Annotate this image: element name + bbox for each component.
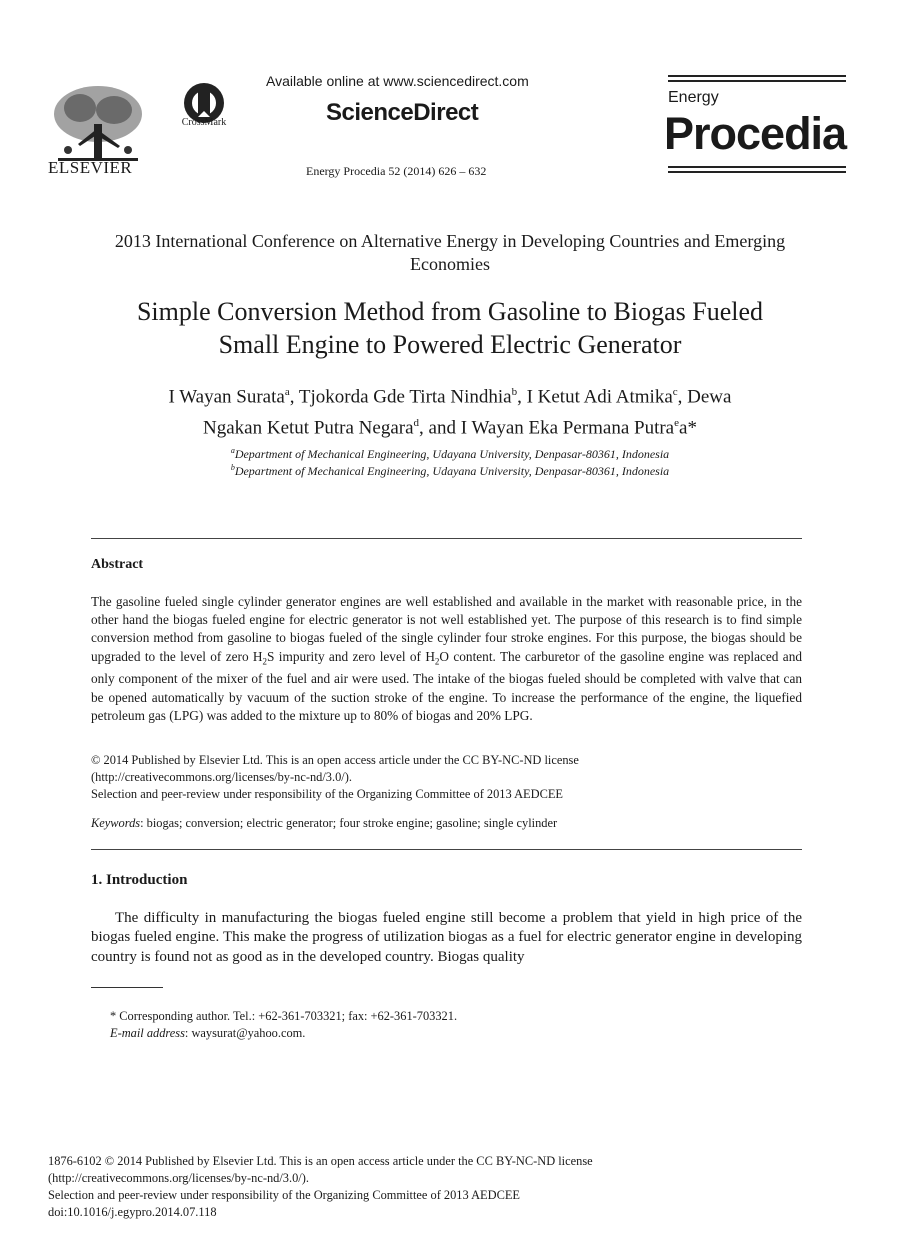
- journal-name-energy: Energy: [668, 89, 719, 106]
- abstract-text-part: The gasoline fueled single cylinder generator engines are well established and available in the market with reasonable price, in the other hand the biogas fueled engine for electric generator is not well established yet. The purpose of this research is to find simple conversion method from gasoline to biogas fueled of the single cylinder four stroke engines. For this purpose, the biogas should be upgraded to the level of zero H: [91, 594, 802, 664]
- sciencedirect-brand: ScienceDirect: [326, 99, 479, 126]
- author-separator: a*: [679, 417, 697, 439]
- journal-rule-top-2: [668, 80, 846, 82]
- peer-review-line: Selection and peer-review under responsibility of the Organizing Committee of 2013 AEDCEE: [91, 787, 563, 801]
- affil-text: Department of Mechanical Engineering, Udayana University, Denpasar-80361, Indonesia: [234, 464, 670, 478]
- affiliation-a: [90, 446, 810, 462]
- corresponding-author-note: * Corresponding author. Tel.: +62-361-703321; fax: +62-361-703321.: [110, 1009, 458, 1023]
- keywords-text: : biogas; conversion; electric generator; four stroke engine; gasoline; single cylinder: [140, 816, 558, 830]
- issn-license-line: 1876-6102 © 2014 Published by Elsevier Ltd. This is an open access article under the CC BY-NC-ND license: [48, 1154, 593, 1168]
- publisher-logo-wordmark: ELSEVIER: [48, 158, 133, 177]
- crossmark-label: CrossMark: [181, 117, 227, 128]
- author-separator: ,: [517, 386, 527, 408]
- email-label: E-mail address: [110, 1026, 185, 1040]
- journal-citation: Energy Procedia 52 (2014) 626 – 632: [306, 164, 487, 178]
- journal-rule-bottom-2: [668, 171, 846, 173]
- author-affil-mark: c: [672, 386, 678, 398]
- affiliation-b: [90, 463, 810, 479]
- keywords-label: Keywords: [91, 816, 141, 830]
- abstract-text-part: S impurity and zero level of H: [267, 648, 435, 664]
- affil-text: Department of Mechanical Engineering, Udayana University, Denpasar-80361, Indonesia: [234, 447, 670, 461]
- abstract-body: [91, 593, 802, 725]
- author-affil-mark: e: [674, 417, 680, 430]
- abstract-rule-top: [91, 538, 802, 539]
- license-line: © 2014 Published by Elsevier Ltd. This is an open access article under the CC BY-NC-ND license: [91, 753, 579, 767]
- article-title: [70, 295, 830, 361]
- license-link[interactable]: (http://creativecommons.org/licenses/by-nc-nd/3.0/).: [91, 770, 352, 784]
- doi-line[interactable]: doi:10.1016/j.egypro.2014.07.118: [48, 1205, 217, 1219]
- email-note: [110, 1026, 305, 1041]
- title-line-2: Small Engine to Powered Electric Generator: [218, 330, 682, 359]
- license-block: [91, 752, 802, 803]
- author-name: I Wayan Eka Permana Putra: [460, 417, 675, 439]
- introduction-body: The difficulty in manufacturing the biogas fueled engine still become a problem that yield in high price of the biogas fueled engine. This make the progress of utilization biogas as a fuel for electric generator engine in developing country is found not as good as in the developed country. Biogas quality: [91, 910, 802, 965]
- author-affil-mark: d: [413, 417, 420, 430]
- affil-mark: a: [230, 446, 235, 455]
- footnote-rule: [91, 987, 163, 988]
- author-name: Ngakan Ketut Putra Negara: [203, 417, 414, 439]
- journal-rule-bottom: [668, 166, 846, 168]
- author-separator: , and: [419, 417, 461, 439]
- conference-name: 2013 International Conference on Alternative Energy in Developing Countries and Emerging Economies: [114, 231, 786, 274]
- introduction-heading: 1. Introduction: [91, 872, 188, 888]
- subscript: 2: [262, 656, 268, 667]
- bottom-license-link[interactable]: (http://creativecommons.org/licenses/by-nc-nd/3.0/).: [48, 1171, 309, 1185]
- author-list: [80, 379, 820, 442]
- author-separator: ,: [289, 386, 299, 408]
- keywords: [91, 816, 557, 831]
- title-line-1: Simple Conversion Method from Gasoline to Biogas Fueled: [136, 297, 764, 326]
- abstract-heading: Abstract: [91, 557, 144, 572]
- available-online-text[interactable]: Available online at www.sciencedirect.com: [266, 73, 529, 89]
- author-name: I Ketut Adi Atmika: [526, 386, 673, 408]
- abstract-text-part: O content. The carburetor of the gasoline engine was replaced and only component of the mixer of the fuel and air were used. The intake of the biogas fueled should be completed with valve that can be opened automatically by vacuum of the suction stroke of the engine. To increase the performance of the engine, the liquefied petroleum gas (LPG) was added to the mixture up to 80% of biogas and 20% LPG.: [91, 648, 802, 723]
- author-affil-mark: a: [284, 386, 290, 398]
- subscript: 2: [434, 656, 440, 667]
- author-separator: , Dewa: [677, 386, 732, 408]
- author-name: Tjokorda Gde Tirta Nindhia: [298, 386, 512, 408]
- email-address[interactable]: : waysurat@yahoo.com.: [184, 1026, 306, 1040]
- author-affil-mark: b: [511, 386, 518, 398]
- journal-rule-top: [668, 75, 846, 77]
- author-name: I Wayan Surata: [168, 386, 285, 408]
- journal-name-procedia: Procedia: [664, 108, 847, 159]
- abstract-rule-bottom: [91, 849, 802, 850]
- affil-mark: b: [230, 463, 235, 472]
- bottom-peer-review-line: Selection and peer-review under responsibility of the Organizing Committee of 2013 AEDCEE: [48, 1188, 520, 1202]
